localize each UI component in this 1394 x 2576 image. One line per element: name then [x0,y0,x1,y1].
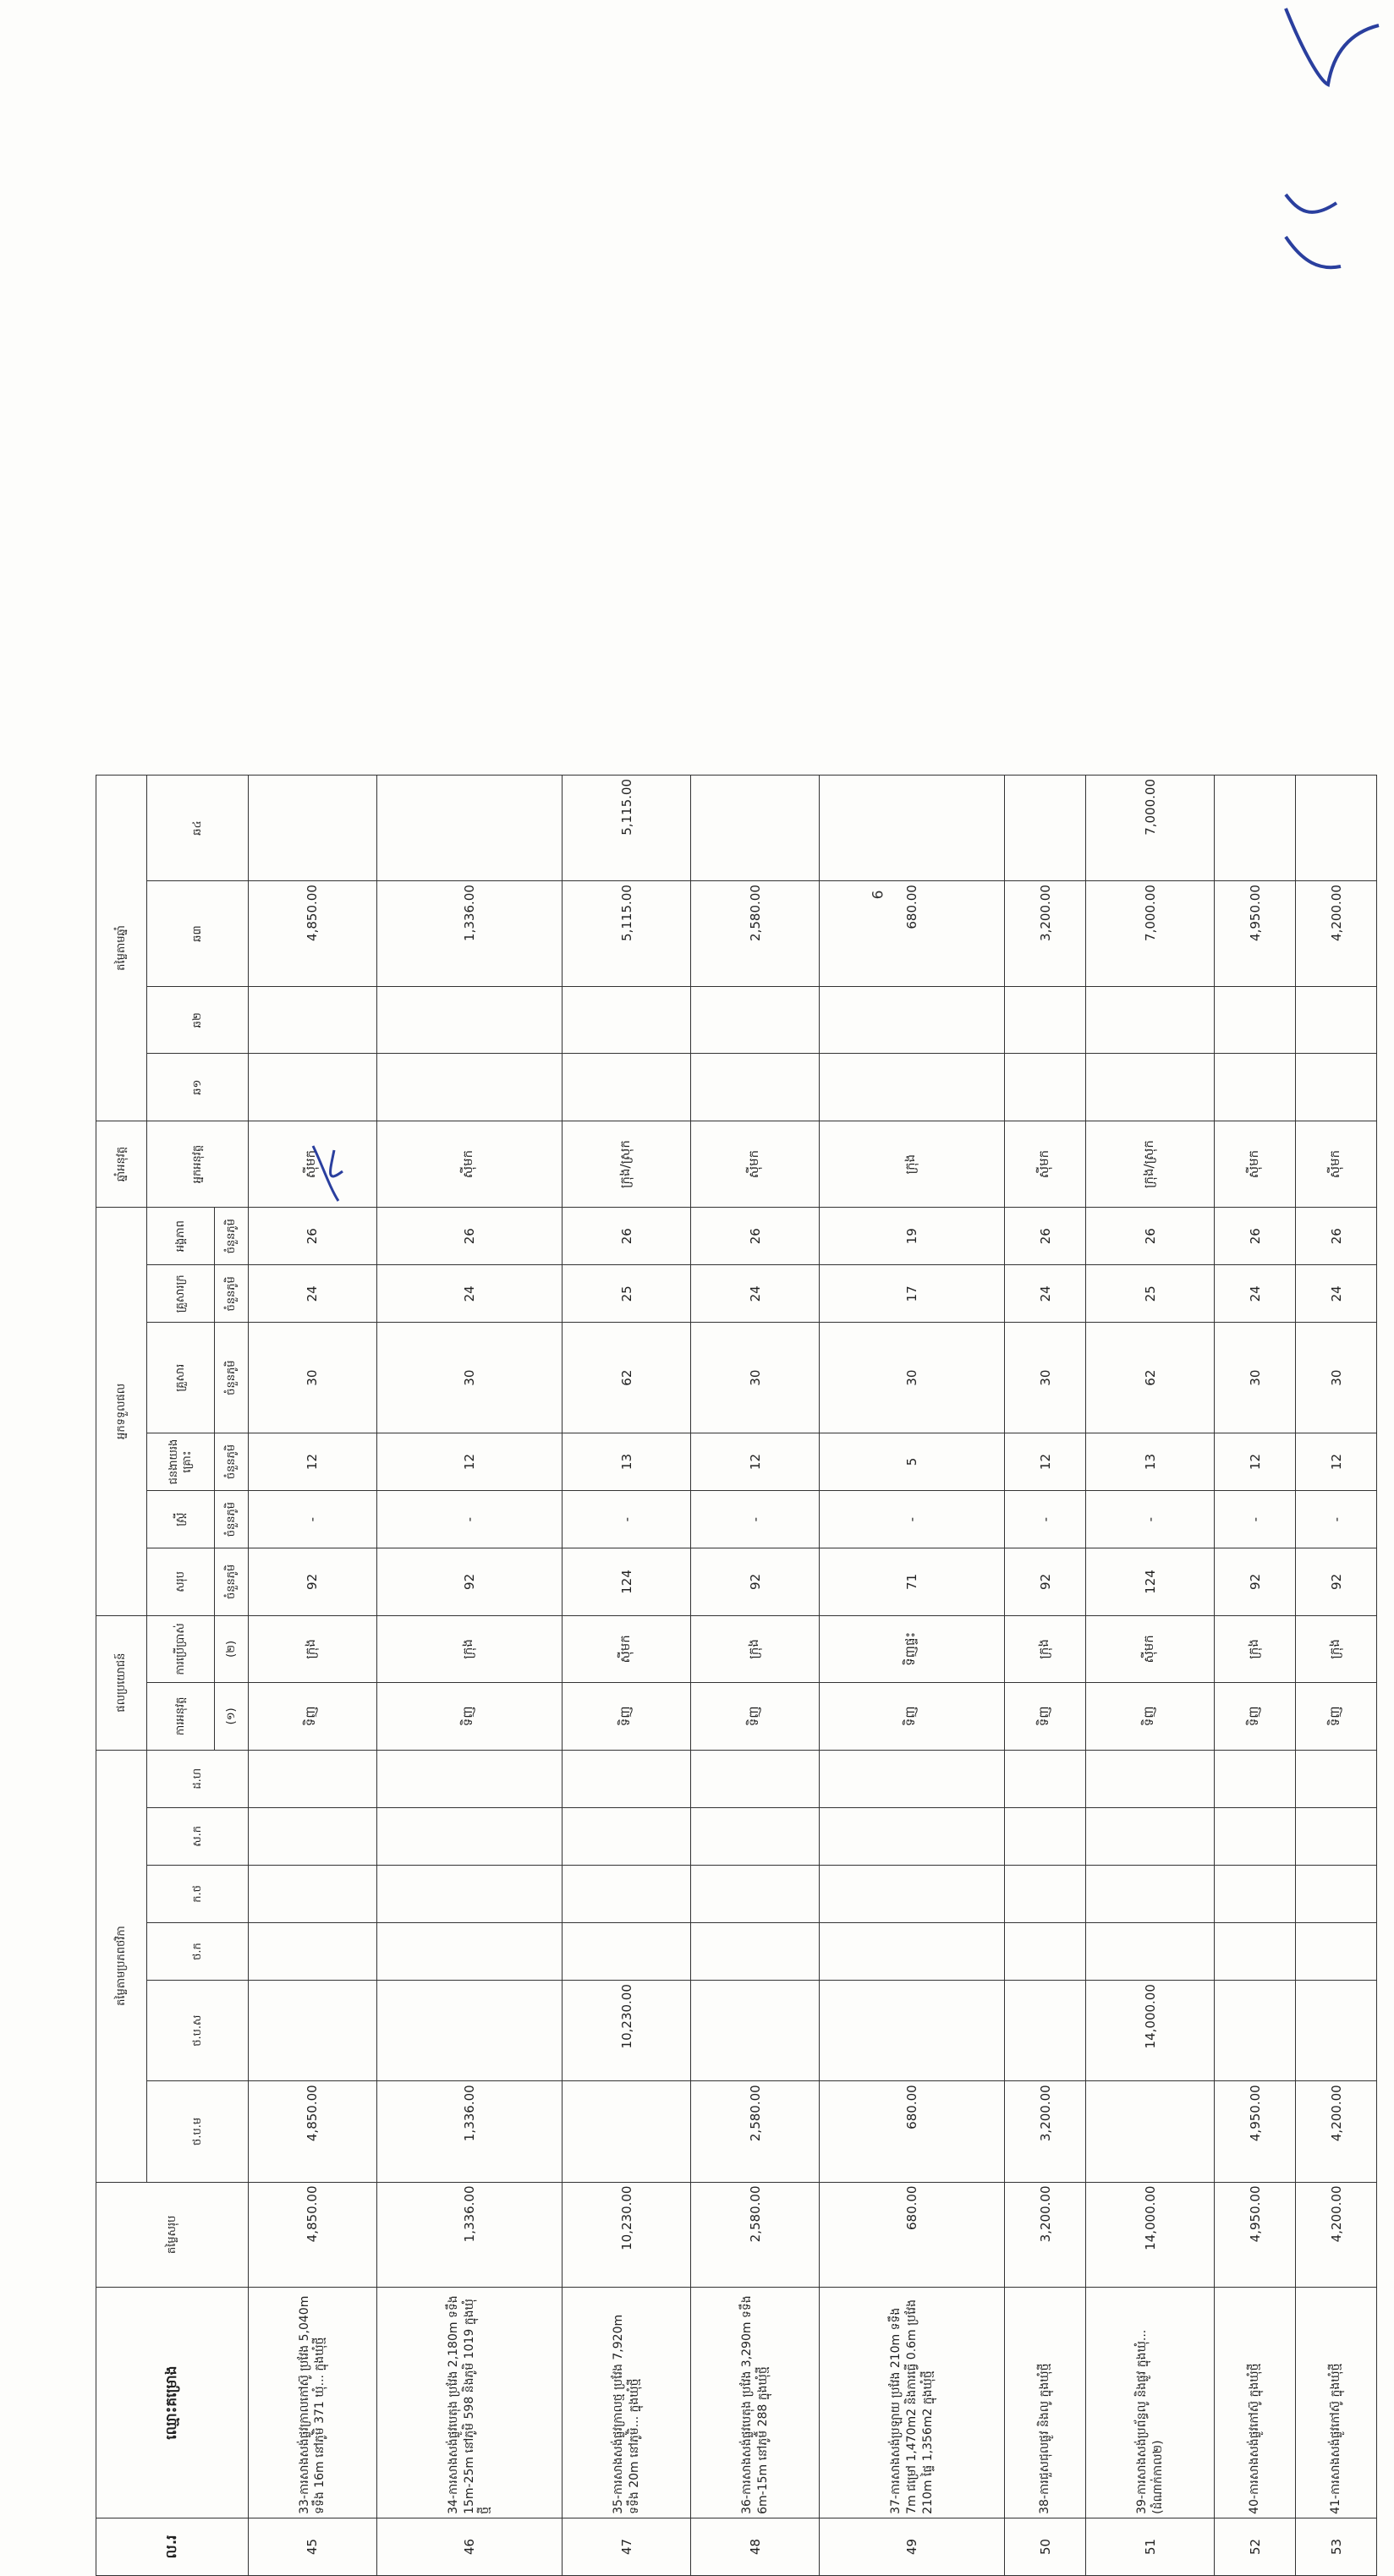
row-status-1: ទិញ [1086,1683,1215,1750]
header-ben-fam: គ្រួសារ [147,1323,215,1433]
row-total: 14,000.00 [1086,2182,1215,2288]
row-ben-women: - [1215,1491,1296,1548]
row-ben-vuln: 13 [563,1433,691,1490]
row-no: 50 [1005,2518,1086,2575]
row-y1 [1215,1054,1296,1121]
header-project: ឈ្មោះគម្រោង [96,2288,249,2518]
row-source-d [563,1865,691,1922]
row-description: 40-ការសាងសង់ផ្លូវកៅស៊ូ ក្នុងឃុំថ្មី [1215,2288,1296,2518]
header-no: ល.រ [96,2518,249,2575]
header-y1: ឆ១ [147,1054,249,1121]
row-source-f [1296,1750,1377,1807]
row-y3: 5,115.00 [563,881,691,987]
row-total: 4,950.00 [1215,2182,1296,2288]
table-row [820,776,1005,2576]
header-by-source: តម្លៃតាមប្រភពថវិកា [96,1750,147,2182]
row-ben-fam: 30 [376,1323,562,1433]
row-source-e [820,1807,1005,1865]
row-y3: 4,950.00 [1215,881,1296,987]
row-ben-women: - [1005,1491,1086,1548]
row-source-b: 10,230.00 [563,1981,691,2081]
row-ben-total: 124 [1086,1548,1215,1615]
row-total: 1,336.00 [376,2182,562,2288]
row-no: 47 [563,2518,691,2575]
header-y2: ឆ២ [147,987,249,1054]
row-y4 [691,776,820,881]
table-row [1296,776,1377,2576]
row-ben-fam: 62 [1086,1323,1215,1433]
row-y1 [1005,1054,1086,1121]
header-year-impl: ឆ្នាំអនុវត្ត [96,1121,147,1207]
row-description: 35-ការសាងសង់ផ្លូវក្រាលថ្ម ប្រវែង 7,920m ទទឹង 20m នៅភូមិ... ក្នុងឃុំថ្មី [563,2288,691,2518]
row-ben-vuln: 5 [820,1433,1005,1490]
row-total: 2,580.00 [691,2182,820,2288]
row-source-b: 14,000.00 [1086,1981,1215,2081]
row-ben-orgs: 19 [820,1208,1005,1265]
row-y2 [1296,987,1377,1054]
row-source-a: 4,200.00 [1296,2081,1377,2182]
row-ben-orgs: 26 [249,1208,377,1265]
row-y3: 2,580.00 [691,881,820,987]
header-col-c: ថ.ក [147,1923,249,1981]
header-col-d: ក.ថ [147,1865,249,1922]
row-y1 [691,1054,820,1121]
row-source-a: 3,200.00 [1005,2081,1086,2182]
row-source-e [563,1807,691,1865]
row-source-a [1086,2081,1215,2182]
row-y4 [249,776,377,881]
row-ben-fam: 30 [1005,1323,1086,1433]
row-y4 [376,776,562,881]
row-y3: 7,000.00 [1086,881,1215,987]
row-ben-vuln: 13 [1086,1433,1215,1490]
row-ben-fam: 30 [249,1323,377,1433]
row-source-d [1086,1865,1215,1922]
signature-mark-bottom [305,1137,355,1209]
row-status-1: ទិញ [1296,1683,1377,1750]
row-source-e [1215,1807,1296,1865]
row-y4 [1005,776,1086,881]
row-no: 45 [249,2518,377,2575]
header-total: តម្លៃសរុប [96,2182,249,2288]
row-source-a: 2,580.00 [691,2081,820,2182]
row-y2 [820,987,1005,1054]
row-source-b [820,1981,1005,2081]
table-row [249,776,377,2576]
row-y4: 5,115.00 [563,776,691,881]
row-source-d [376,1865,562,1922]
row-source-f [249,1750,377,1807]
row-source-d [1296,1865,1377,1922]
row-ben-vuln: 12 [376,1433,562,1490]
row-ben-total: 71 [820,1548,1005,1615]
row-no: 46 [376,2518,562,2575]
page-number: 6 [870,890,887,900]
row-source-a: 4,950.00 [1215,2081,1296,2182]
header-unit-3: ចំនួនភូមិ [215,1433,249,1490]
row-ben-orgs: 26 [376,1208,562,1265]
row-ben-orgs: 26 [691,1208,820,1265]
row-ben-orgs: 26 [563,1208,691,1265]
row-implementer: ក្រុង/ស្រុក [1086,1121,1215,1207]
row-ben-fam: 62 [563,1323,691,1433]
row-description: 33-ការសាងសង់ផ្លូវក្រាលកៅស៊ូ ប្រវែង 5,040m ទទឹង 16m នៅភូមិ 371 ឃុំ... ក្នុងឃុំថ្មី [249,2288,377,2518]
row-no: 53 [1296,2518,1377,2575]
row-status-2: ស៊ីមក [563,1615,691,1682]
row-status-1: ទិញ [249,1683,377,1750]
header-ben-total: សរុប [147,1548,215,1615]
row-total: 680.00 [820,2182,1005,2288]
row-description: 41-ការសាងសង់ផ្លូវកៅស៊ូ ក្នុងឃុំថ្មី [1296,2288,1377,2518]
row-y2 [376,987,562,1054]
row-ben-poor: 17 [820,1265,1005,1323]
row-source-a: 4,850.00 [249,2081,377,2182]
row-description: 38-ការជួសជុលផ្លូវ និងលូ ក្នុងឃុំថ្មី [1005,2288,1086,2518]
row-total: 4,850.00 [249,2182,377,2288]
header-year-split: តម្លៃតាមឆ្នាំ [96,776,147,1121]
row-source-b [1005,1981,1086,2081]
row-ben-fam: 30 [1296,1323,1377,1433]
row-status-1: ទិញ [563,1683,691,1750]
row-status-2: ក្រុង [1005,1615,1086,1682]
row-ben-vuln: 12 [1215,1433,1296,1490]
row-ben-fam: 30 [1215,1323,1296,1433]
row-y4: 7,000.00 [1086,776,1215,881]
row-source-e [249,1807,377,1865]
row-description: 34-ការសាងសង់ផ្លូវបេតុង ប្រវែង 2,180m ទទឹង 15m-25m នៅភូមិ 598 និងភូមិ 1019 ក្នុងឃុំថ្មី [376,2288,562,2518]
row-ben-women: - [691,1491,820,1548]
row-source-c [1215,1923,1296,1981]
row-y1 [1086,1054,1215,1121]
row-status-2: ក្រុង [249,1615,377,1682]
row-y3: 680.00 [820,881,1005,987]
row-source-b [1215,1981,1296,2081]
row-description: 37-ការសាងសង់ប្រឡាយ ប្រវែង 210m ទទឹង 7m ជម្រៅ 1,470m2 និងការធ្វើ 0.6m ប្រវែង 210m ផ្ទៃ 1,356m2 ក្នុងឃុំថ្មី [820,2288,1005,2518]
row-status-1: ទិញ [376,1683,562,1750]
row-status-2: ទិញផ្ទះ [820,1615,1005,1682]
row-ben-poor: 24 [249,1265,377,1323]
row-source-b [376,1981,562,2081]
row-source-d [691,1865,820,1922]
row-source-a: 1,336.00 [376,2081,562,2182]
row-implementer: ស៊ីមក [376,1121,562,1207]
header-col-e: ស.ក [147,1807,249,1865]
header-unit-6: ចំនួនភូមិ [215,1208,249,1265]
row-source-f [1005,1750,1086,1807]
row-ben-total: 124 [563,1548,691,1615]
row-y3: 4,850.00 [249,881,377,987]
row-ben-total: 92 [691,1548,820,1615]
row-ben-women: - [376,1491,562,1548]
row-source-c [1296,1923,1377,1981]
row-ben-vuln: 12 [691,1433,820,1490]
row-ben-women: - [249,1491,377,1548]
row-y2 [1215,987,1296,1054]
row-source-e [1005,1807,1086,1865]
row-y3: 4,200.00 [1296,881,1377,987]
row-source-f [820,1750,1005,1807]
signature-mark-middle [1269,186,1362,288]
row-description: 39-ការសាងសង់ប្រព័ន្ធលូ និងផ្លូវ ក្នុងឃុំ... (ដំណាក់កាល២) [1086,2288,1215,2518]
row-status-2: ក្រុង [691,1615,820,1682]
row-implementer: ក្រុង [820,1121,1005,1207]
table-row [1005,776,1086,2576]
rotated-table-sheet [96,775,1377,2576]
row-source-d [1215,1865,1296,1922]
row-ben-poor: 24 [1215,1265,1296,1323]
row-y4 [1215,776,1296,881]
row-total: 4,200.00 [1296,2182,1377,2288]
row-implementer: ស៊ីមក [691,1121,820,1207]
row-source-c [376,1923,562,1981]
row-ben-poor: 25 [563,1265,691,1323]
row-ben-vuln: 12 [1296,1433,1377,1490]
row-no: 48 [691,2518,820,2575]
row-source-f [1086,1750,1215,1807]
row-ben-women: - [1296,1491,1377,1548]
row-ben-poor: 24 [1296,1265,1377,1323]
row-ben-total: 92 [249,1548,377,1615]
row-y1 [249,1054,377,1121]
row-source-f [563,1750,691,1807]
header-ben-orgs: អង្គភាព [147,1208,215,1265]
row-source-e [1296,1807,1377,1865]
row-source-f [691,1750,820,1807]
row-ben-total: 92 [376,1548,562,1615]
row-y4 [1296,776,1377,881]
row-source-c [820,1923,1005,1981]
row-ben-poor: 25 [1086,1265,1215,1323]
row-source-e [691,1807,820,1865]
row-implementer: ស៊ីមក [1215,1121,1296,1207]
header-sub2-code: (២) [215,1615,249,1682]
row-source-f [1215,1750,1296,1807]
row-ben-fam: 30 [820,1323,1005,1433]
row-ben-orgs: 26 [1005,1208,1086,1265]
row-total: 10,230.00 [563,2182,691,2288]
row-ben-women: - [563,1491,691,1548]
row-status-1: ទិញ [820,1683,1005,1750]
row-ben-orgs: 26 [1296,1208,1377,1265]
row-ben-poor: 24 [376,1265,562,1323]
project-table [96,775,1377,2576]
row-source-d [1005,1865,1086,1922]
row-implementer: ស៊ីមក [1296,1121,1377,1207]
header-sub1: ការអនុវត្ត [147,1683,215,1750]
row-y2 [1086,987,1215,1054]
row-y2 [691,987,820,1054]
header-ben-poor: គ្រួសារក្រ [147,1265,215,1323]
row-y2 [249,987,377,1054]
header-y4: ឆ៤ [147,776,249,881]
row-y1 [563,1054,691,1121]
row-y1 [820,1054,1005,1121]
table-row [376,776,562,2576]
row-ben-vuln: 12 [249,1433,377,1490]
row-ben-vuln: 12 [1005,1433,1086,1490]
row-source-c [1086,1923,1215,1981]
row-y2 [563,987,691,1054]
row-ben-total: 92 [1296,1548,1377,1615]
row-total: 3,200.00 [1005,2182,1086,2288]
header-col-a: ថ.ប.ម [147,2081,249,2182]
header-ben-women: ស្ត្រី [147,1491,215,1548]
row-ben-poor: 24 [1005,1265,1086,1323]
table-body [249,776,1377,2576]
row-no: 49 [820,2518,1005,2575]
row-source-b [249,1981,377,2081]
row-source-f [376,1750,562,1807]
row-status-1: ទិញ [1005,1683,1086,1750]
row-implementer: ក្រុង/ស្រុក [563,1121,691,1207]
row-source-e [1086,1807,1215,1865]
row-no: 52 [1215,2518,1296,2575]
row-no: 51 [1086,2518,1215,2575]
row-source-d [249,1865,377,1922]
row-source-c [563,1923,691,1981]
header-ben-vuln: ជនងាយរងគ្រោះ [147,1433,215,1490]
header-col-f: ដ.ហ [147,1750,249,1807]
row-ben-women: - [1086,1491,1215,1548]
row-y4 [820,776,1005,881]
row-source-c [249,1923,377,1981]
row-status-1: ទិញ [1215,1683,1296,1750]
row-implementer: ស៊ីមក [1005,1121,1086,1207]
row-ben-orgs: 26 [1086,1208,1215,1265]
row-ben-total: 92 [1215,1548,1296,1615]
row-ben-poor: 24 [691,1265,820,1323]
header-y3: ឆ៣ [147,881,249,987]
row-status-2: ក្រុង [376,1615,562,1682]
row-y1 [1296,1054,1377,1121]
row-status-2: ស៊ីមក [1086,1615,1215,1682]
row-ben-orgs: 26 [1215,1208,1296,1265]
table-row [1086,776,1215,2576]
header-sub1-code: (១) [215,1683,249,1750]
header-beneficiaries: អ្នកទទួលផល [96,1208,147,1616]
row-source-c [691,1923,820,1981]
table-row [563,776,691,2576]
row-ben-women: - [820,1491,1005,1548]
row-source-a [563,2081,691,2182]
row-description: 36-ការសាងសង់ផ្លូវបេតុង ប្រវែង 3,290m ទទឹង 6m-15m នៅភូមិ 288 ក្នុងឃុំថ្មី [691,2288,820,2518]
header-unit-1: ចំនួនភូមិ [215,1548,249,1615]
row-implementer: ស៊ីមក [249,1121,377,1207]
row-source-b [691,1981,820,2081]
row-y3: 3,200.00 [1005,881,1086,987]
row-status-1: ទិញ [691,1683,820,1750]
header-sub2: ការប្រើប្រាស់ [147,1615,215,1682]
row-source-a: 680.00 [820,2081,1005,2182]
row-ben-fam: 30 [691,1323,820,1433]
header-unit-4: ចំនួនភូមិ [215,1323,249,1433]
table-row [1215,776,1296,2576]
row-source-b [1296,1981,1377,2081]
row-y3: 1,336.00 [376,881,562,987]
row-source-e [376,1807,562,1865]
signature-mark-top [1269,0,1387,93]
header-col-b: ថ.ប.ស [147,1981,249,2081]
header-unit-2: ចំនួនភូមិ [215,1491,249,1548]
row-source-c [1005,1923,1086,1981]
row-ben-total: 92 [1005,1548,1086,1615]
row-status-2: ក្រុង [1215,1615,1296,1682]
row-source-d [820,1865,1005,1922]
row-status-2: ក្រុង [1296,1615,1377,1682]
row-y2 [1005,987,1086,1054]
header-implementer: អ្នកអនុវត្ត [147,1121,249,1207]
header-status-group: ផលប្រយោជន៍ [96,1615,147,1750]
row-y1 [376,1054,562,1121]
header-unit-5: ចំនួនភូមិ [215,1265,249,1323]
table-row [691,776,820,2576]
